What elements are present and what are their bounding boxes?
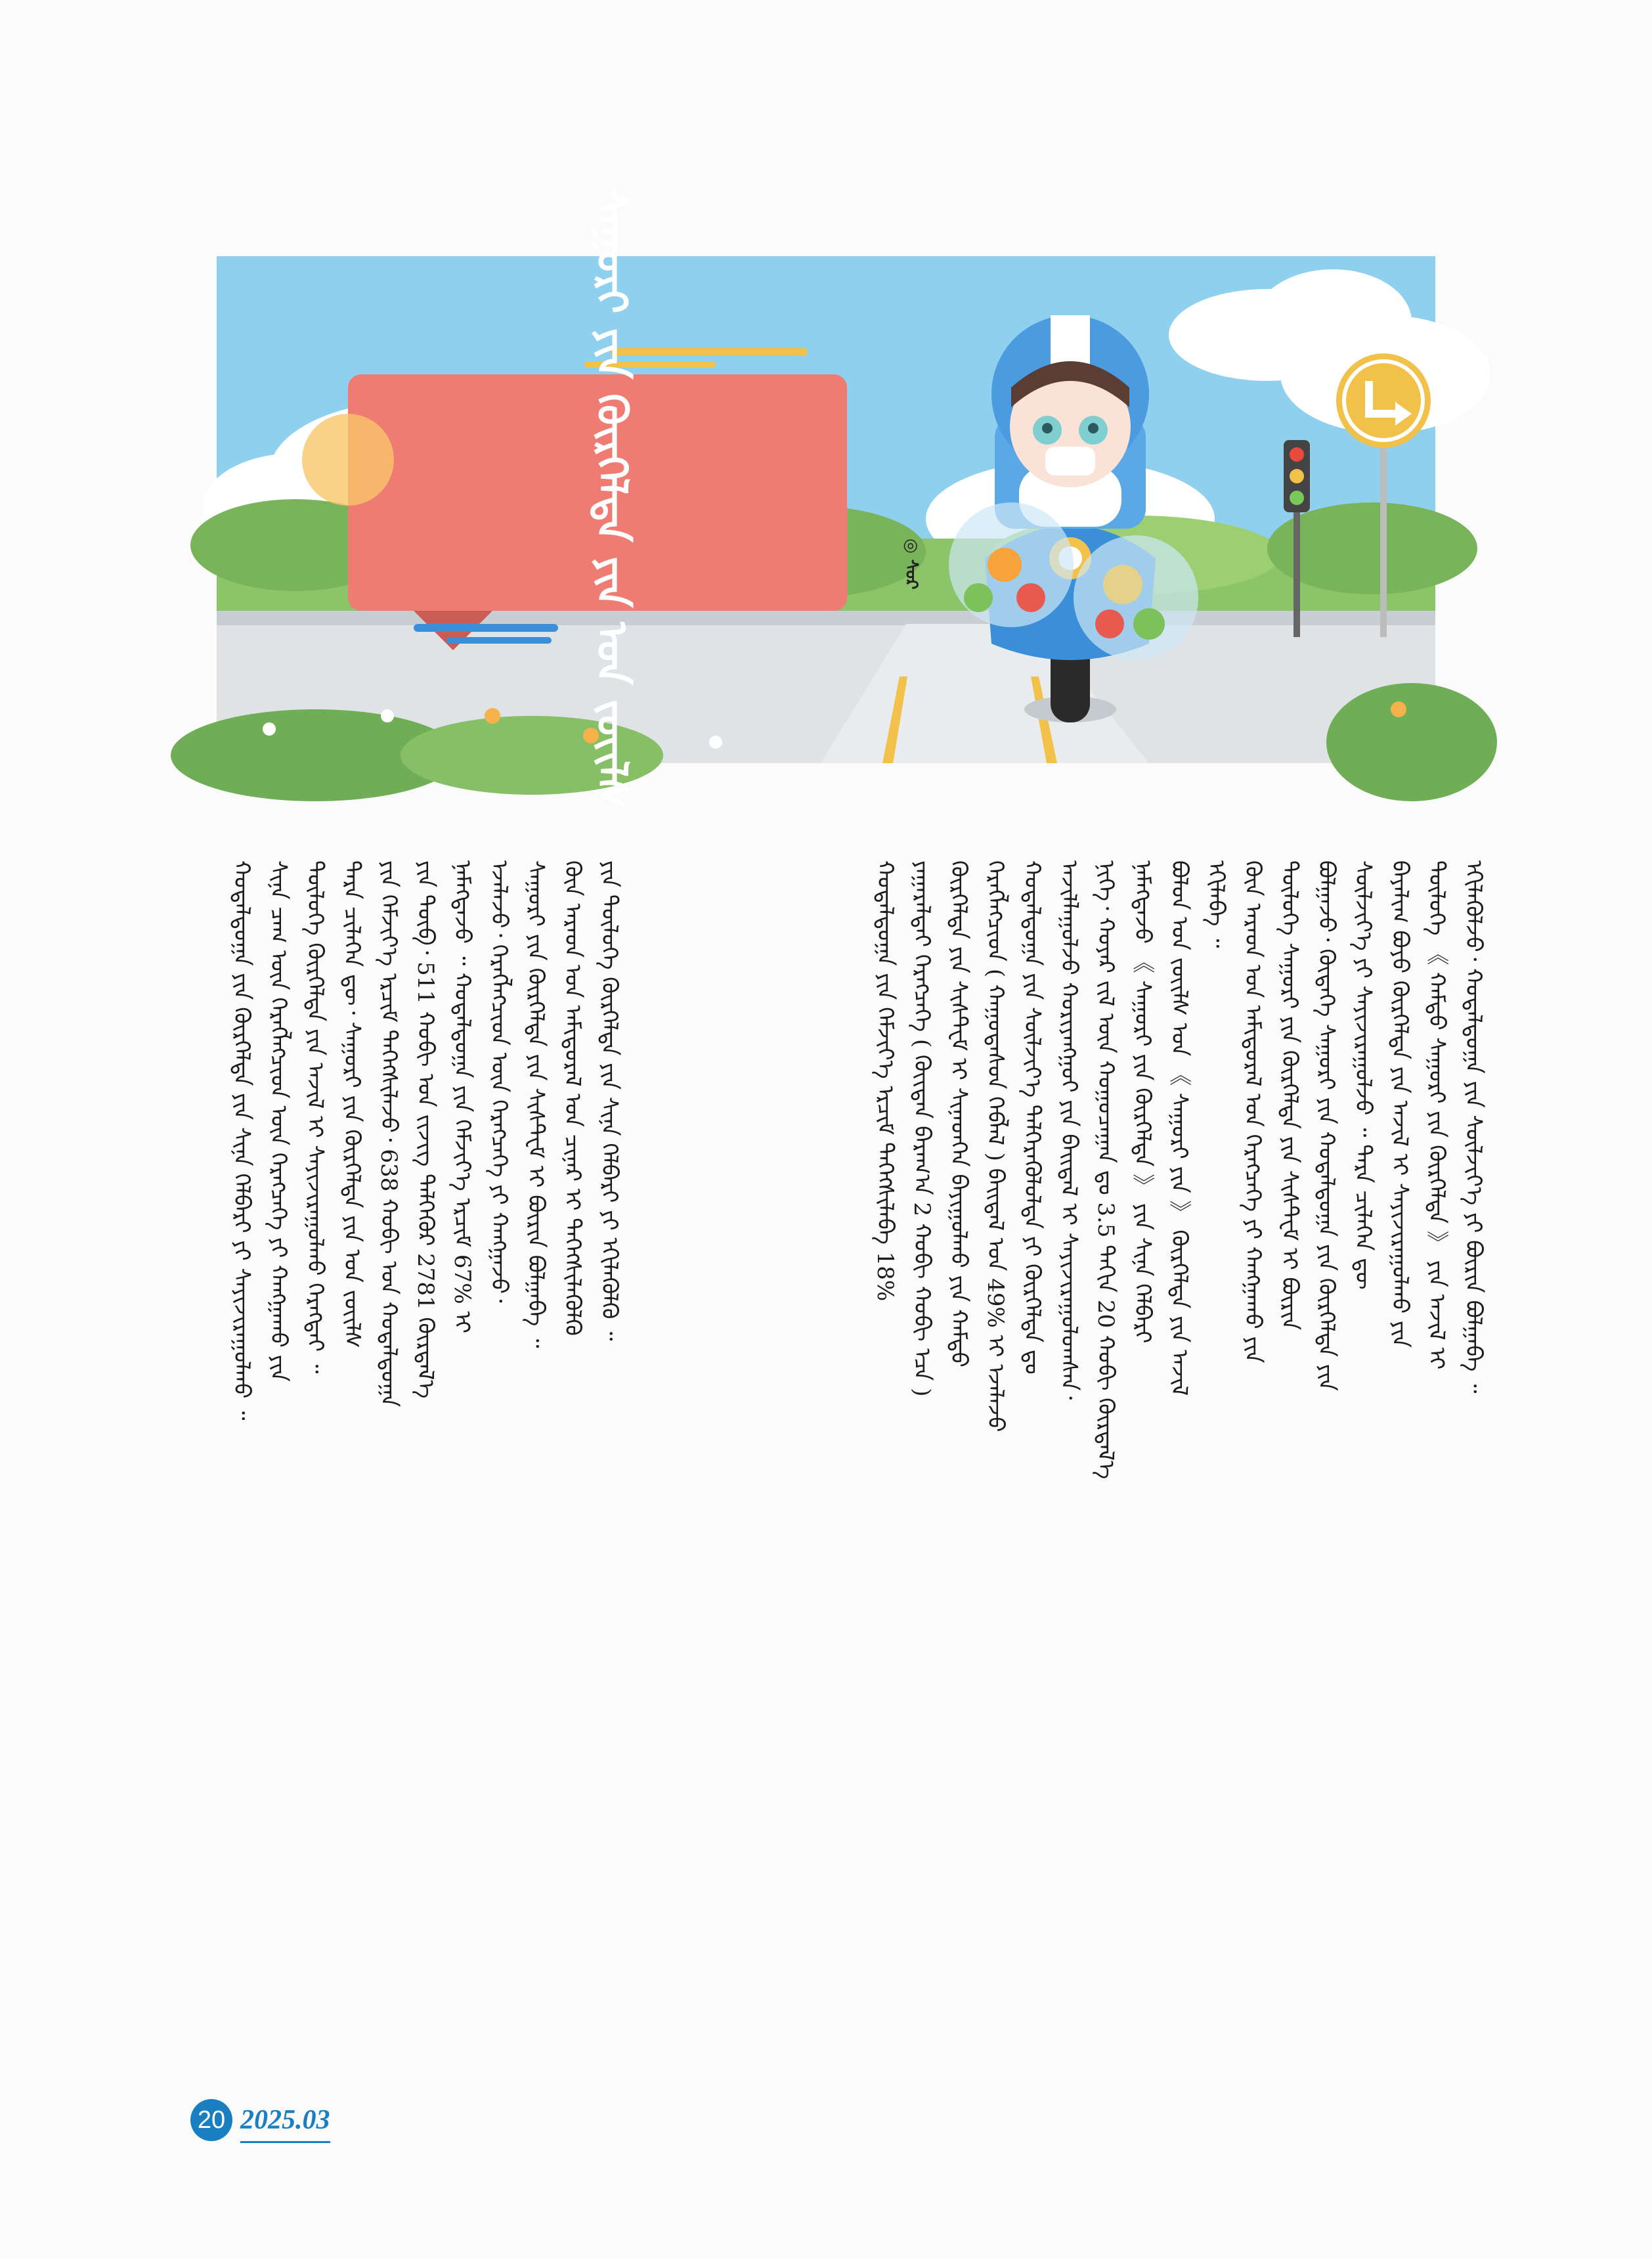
article-column-right: ᠬᠤᠳᠠᠯᠳᠤᠭᠠ ᠶᠢᠨ ᠬᠡᠮᠵᠢᠶ᠎ᠡ ᠡᠷᠴᠢᠮ ᠳᠡᠭᠡᠭᠰᠢᠯᠡᠪᠡ 18% ᠶᠠᠭᠠᠷᠠᠯᠲᠠᠢ ᠬᠡᠷᠡᠭᠴᠡᠭᠡ ( ᠬᠦᠢᠲᠡᠨ ᠪᠠᠷᠠᠭ᠎ᠠ 2 ᠬᠤᠪᠢ ᠬᠤᠪᠢ ᠡᠴᠡ ) ᠬᠦᠷᠭᠡᠯᠲᠡ ᠶᠢᠨ ᠰᠢᠰᠲ᠋ᠧᠮ ᠢ ᠰᠢᠨᠡᠳᠬᠡᠨ ᠪᠠᠶᠢᠭᠤᠯᠬᠤ ᠶᠢᠨ ᠬᠠᠮᠲᠤ ᠬᠡᠷᠡᠭᠯᠡᠭᠴᠢᠳ ( ᠬᠠᠭᠤᠳᠠᠰᠤᠨ ᠬᠡᠪᠯᠡᠯ ) ᠪᠠᠢᠳᠠᠯ ᠤᠨ 49% ᠢ ᠡᠵᠡᠯᠡᠵᠦ ᠬᠤᠳᠠᠯᠳᠤᠭᠠ ᠶᠢᠨ ᠰᠦᠯᠵᠢᠶ᠎ᠡ ᠳᠡᠯᠭᠡᠷᠡᠭᠦᠯᠦᠯᠲᠡ ᠶᠢ ᠬᠦᠷᠭᠡᠯᠲᠡ ᠳᠤ ᠠᠵᠢᠯᠯᠠᠭᠤᠯᠵᠤ ᠬᠤᠷᠢᠶᠠᠩᠭᠤᠢ ᠶᠢᠨ ᠪᠠᠢᠳᠠᠯ ᠢ ᠰᠠᠶᠢᠵᠢᠷᠠᠭᠤᠯᠤᠭᠰᠠᠨ᠂ ᠨᠢᠭᠡ᠂ ᠬᠣᠶᠠᠷ ᠵᠢᠯ ᠦᠨ ᠬᠤᠭᠤᠴᠠᠭᠠᠨ ᠳᠤ 3.5 ᠳᠠᠬᠢᠨ 20 ᠬᠤᠪᠢ ᠬᠦᠷᠲᠡᠯ᠎ᠡ ᠨᠡᠮᠡᠭᠳᠡᠵᠦ 《 ᠰᠠᠭᠤᠷᠢ ᠶᠢᠨ ᠬᠦᠷᠭᠡᠯᠲᠡ 》 ᠶᠢᠨ ᠰᠢᠨᠡ ᠬᠡᠯᠪᠡᠷᠢ ᠪᠣᠯᠤᠨ ᠡᠳ ᠵᠦᠢᠯᠰ ᠤᠨ 《 ᠰᠠᠭᠤᠷᠢ ᠶᠢᠨ 》 ᠬᠦᠷᠭᠡᠯᠲᠡ ᠶᠢᠨ ᠠᠵᠢᠯ ᠡᠬᠢᠯᠡᠪᠡ ᠃ ᠬᠦᠨ ᠠᠷᠠᠳ ᠤᠨ ᠠᠮᠢᠳᠤᠷᠠᠯ ᠤᠨ ᠬᠡᠷᠡᠭᠴᠡᠭᠡ ᠶᠢ ᠬᠠᠩᠭᠠᠬᠤ ᠶᠢᠨ ᠲᠥᠯᠥᠭᠡ ᠰᠠᠭᠤᠷᠢ ᠶᠢᠨ ᠬᠦᠷᠭᠡᠯᠲᠡ ᠶᠢᠨ ᠰᠢᠰᠲ᠋ᠧᠮ ᠢ ᠪᠦᠷᠢᠨ ᠪᠣᠯᠭᠠᠵᠤ᠂ ᠬᠦᠳᠡᠭᠡ ᠰᠠᠭᠤᠷᠢ ᠶᠢᠨ ᠬᠤᠳᠠᠯᠳᠤᠭᠠ ᠶᠢᠨ ᠬᠦᠷᠭᠡᠯᠲᠡ ᠶᠢᠨ ᠰᠦᠯᠵᠢᠶ᠎ᠡ ᠶᠢ ᠰᠠᠶᠢᠵᠢᠷᠠᠭᠤᠯᠵᠤ ᠃ ᠲᠡᠷᠡ ᠴᠢᠯᠡᠭᠡᠨ ᠳᠦ ᠪᠠᠶᠠᠯᠢᠭ ᠪᠤᠶᠤ ᠬᠦᠷᠭᠡᠯᠲᠡ ᠶᠢᠨ ᠠᠵᠢᠯ ᠢ ᠰᠠᠶᠢᠵᠢᠷᠠᠭᠤᠯᠬᠤ ᠶᠢᠨ ᠲᠥᠯᠥᠭᠡ 《 ᠬᠠᠮᠲᠤ ᠰᠠᠭᠤᠷᠢ ᠶᠢᠨ ᠬᠦᠷᠭᠡᠯᠲᠡ 》 ᠶᠢᠨ ᠠᠵᠢᠯ ᠢ ᠡᠬᠢᠯᠡᠭᠦᠯᠵᠦ᠂ ᠬᠤᠳᠠᠯᠳᠤᠭᠠ ᠶᠢᠨ ᠰᠦᠯᠵᠢᠶ᠎ᠡ ᠶᠢ ᠪᠦᠷᠢᠨ ᠪᠣᠯᠭᠠᠪᠠ ᠃ (872, 860, 1487, 1480)
article-column-left: ᠬᠤᠳᠠᠯᠳᠤᠭᠠ ᠶᠢᠨ ᠬᠦᠷᠭᠡᠯᠲᠡ ᠶᠢᠨ ᠰᠢᠨᠡ ᠬᠡᠯᠪᠡᠷᠢ ᠶᠢ ᠰᠠᠶᠢᠵᠢᠷᠠᠭᠤᠯᠬᠤ ᠃ ᠰᠢᠨᠡ ᠴᠠᠭ ᠦᠨ ᠬᠡᠷᠡᠭᠯᠡᠭᠴᠢᠳ ᠦᠨ ᠬᠡᠷᠡᠭᠴᠡᠭᠡ ᠶᠢ ᠬᠠᠩᠭᠠᠬᠤ ᠶᠢᠨ ᠲᠥᠯᠥᠭᠡ ᠬᠦᠷᠭᠡᠯᠲᠡ ᠶᠢᠨ ᠠᠵᠢᠯ ᠢ ᠰᠠᠶᠢᠵᠢᠷᠠᠭᠤᠯᠬᠤ ᠬᠡᠷᠡᠭᠲᠡᠢ ᠃ ᠲᠡᠷᠡ ᠴᠢᠯᠡᠭᠡᠨ ᠳᠦ᠂ ᠰᠠᠭᠤᠷᠢ ᠶᠢᠨ ᠬᠦᠷᠭᠡᠯᠲᠡ ᠶᠢᠨ ᠡᠳ ᠵᠦᠢᠯᠰ ᠶᠢᠨ ᠬᠡᠮᠵᠢᠶ᠎ᠡ ᠡᠷᠴᠢᠮ ᠳᠡᠭᠡᠭᠰᠢᠯᠡᠵᠦ᠂ 638 ᠬᠤᠪᠢ ᠤᠨ ᠬᠤᠳᠠᠯᠳᠤᠭᠠ ᠶᠢᠨ ᠲᠥᠪ᠂ 511 ᠬᠤᠪᠢ ᠤᠨ ᠵᠢᠵᠢᠭ ᠳᠡᠯᠭᠡᠭᠦᠷ 2781 ᠬᠦᠷᠲᠡᠯ᠎ᠡ ᠨᠡᠮᠡᠭᠳᠡᠵᠦ ᠃ ᠬᠤᠳᠠᠯᠳᠤᠭᠠ ᠶᠢᠨ ᠬᠡᠮᠵᠢᠶ᠎ᠡ ᠡᠷᠴᠢᠮ 67% ᠢ ᠡᠵᠡᠯᠡᠵᠦ᠂ ᠬᠡᠷᠡᠭᠯᠡᠭᠴᠢᠳ ᠦᠨ ᠬᠡᠷᠡᠭᠴᠡᠭᠡ ᠶᠢ ᠬᠠᠩᠭᠠᠵᠤ᠂ ᠰᠠᠭᠤᠷᠢ ᠶᠢᠨ ᠬᠦᠷᠭᠡᠯᠲᠡ ᠶᠢᠨ ᠰᠢᠰᠲ᠋ᠧᠮ ᠢ ᠪᠦᠷᠢᠨ ᠪᠣᠯᠭᠠᠪᠠ ᠃ ᠬᠦᠨ ᠠᠷᠠᠳ ᠤᠨ ᠠᠮᠢᠳᠤᠷᠠᠯ ᠤᠨ ᠴᠢᠨᠠᠷ ᠢ ᠳᠡᠭᠡᠭᠰᠢᠯᠡᠭᠦᠯᠬᠦ ᠶᠢᠨ ᠲᠥᠯᠥᠭᠡ ᠬᠦᠷᠭᠡᠯᠲᠡ ᠶᠢᠨ ᠰᠢᠨᠡ ᠬᠡᠯᠪᠡᠷᠢ ᠶᠢ ᠡᠬᠢᠯᠡᠭᠦᠯᠬᠦ ᠃ (228, 860, 622, 1421)
banner-illustration (217, 188, 1435, 810)
issue-number: 2025.03 (240, 2099, 330, 2143)
page-number: 20 (190, 2099, 232, 2141)
title-ribbon (302, 348, 847, 650)
image-credit: ◎ ᠰᠤᠷ (902, 539, 921, 590)
banner-title: ᠰᠠᠭᠤᠷᠢ ᠶᠢᠨ ᠬᠦᠷᠭᠡᠯᠲᠡ ᠶᠢᠨ ᠡᠳ ᠵᠦᠢᠯᠰ (587, 188, 636, 810)
page-folio (190, 2095, 374, 2148)
